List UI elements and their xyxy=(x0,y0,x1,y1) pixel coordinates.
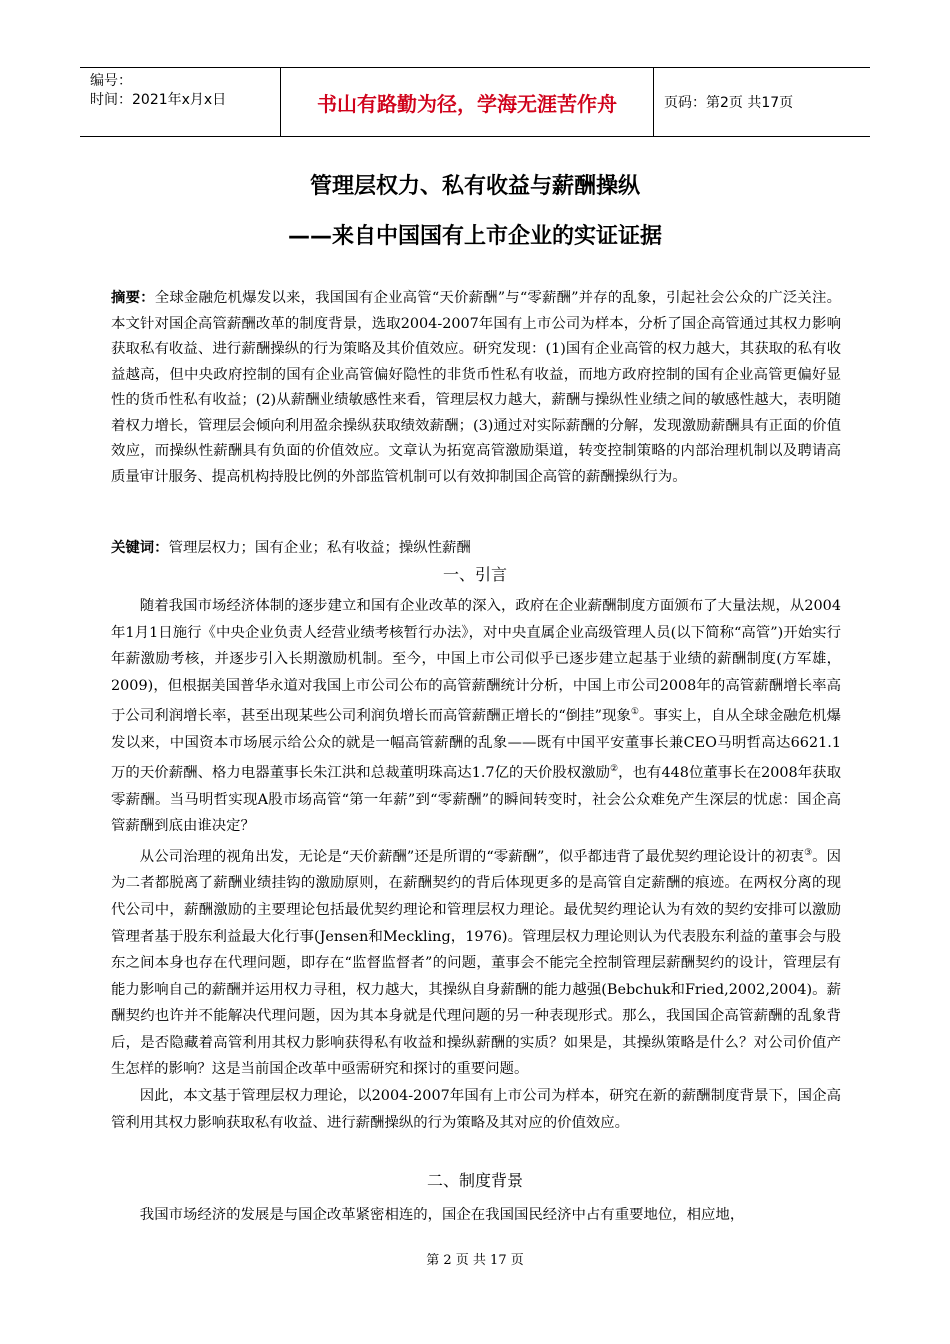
intro-paragraph xyxy=(111,593,841,840)
section-heading-intro: 一、引言 xyxy=(442,565,507,584)
header-meta xyxy=(80,68,280,136)
section-heading-background: 二、制度背景 xyxy=(426,1171,523,1190)
text-run: ，也有448位董事长在2008年获取零薪酬。当马明哲实现A股市场高管“第一年薪”到“零薪酬”的瞬间转变时，社会公众难免产生深层的忧虑：国企高管薪酬到底由谁决定？ xyxy=(111,765,841,835)
abstract xyxy=(111,286,841,490)
intro-paragraph xyxy=(111,840,841,1083)
footnote-ref: ③ xyxy=(804,847,813,858)
intro-paragraph: 因此，本文基于管理层权力理论，以2004-2007年国有上市公司为样本，研究在新的薪酬制度背景下，国企高管利用其权力影响获取私有收益、进行薪酬操纵的行为策略及其对应的价值效应。 xyxy=(111,1088,841,1131)
keywords xyxy=(111,536,841,557)
page-footer: 第 2 页 共 17 页 xyxy=(426,1253,524,1268)
background-section xyxy=(111,1202,841,1229)
abstract-text: 全球金融危机爆发以来，我国国有企业高管“天价薪酬”与“零薪酬”并存的乱象，引起社会公众的广泛关注。本文针对国企高管薪酬改革的制度背景，选取2004-2007年国有上市公司为样本，分析了国企高管通过其权力影响获取私有收益、进行薪酬操纵的行为策略及其价值效应。研究发现：(1)国有企业高管的权力越大，其获取的私有收益越高，但中央政府控制的国有企业高管偏好隐性的非货币性私有收益，而地方政府控制的国有企业高管更偏好显性的货币性私有收益；(2)从薪酬业绩敏感性来看，管理层权力越大，薪酬与操纵性业绩之间的敏感性越大，表明随着权力增长，管理层会倾向利用盈余操纵获取绩效薪酬；(3)通过对实际薪酬的分解，发现激励薪酬具有正面的价值效应，而操纵性薪酬具有负面的价值效应。文章认为拓宽高管激励渠道，转变控制策略的内部治理机制以及聘请高质量审计服务、提高机构持股比例的外部监管机制可以有效抑制国企高管的薪酬操纵行为。 xyxy=(111,290,841,485)
keywords-label: 关键词： xyxy=(111,540,169,556)
text-run: 随着我国市场经济体制的逐步建立和国有企业改革的深入，政府在企业薪酬制度方面颁布了大量法规，从2004年1月1日施行《中央企业负责人经营业绩考核暂行办法》，对中央直属企业高级管理人员(以下简称“高管”)开始实行年薪激励考核，并逐步引入长期激励机制。至今，中国上市公司似乎已逐步建立起基于业绩的薪酬制度(方军雄，2009)，但根据美国普华永道对我国上市公司公布的高管薪酬统计分析，中国上市公司2008年的高管薪酬增长率高于公司利润增长率，甚至出现某些公司利润负增长而高管薪酬正增长的“倒挂”现象 xyxy=(111,598,841,725)
keywords-text: 管理层权力；国有企业；私有收益；操纵性薪酬 xyxy=(168,540,471,556)
time-label: 时间：2021年x月x日 xyxy=(90,92,227,108)
intro-section xyxy=(111,593,841,1136)
document-title: 管理层权力、私有收益与薪酬操纵 xyxy=(309,174,640,199)
background-paragraph: 我国市场经济的发展是与国企改革紧密相连的，国企在我国国民经济中占有重要地位，相应地， xyxy=(139,1207,745,1223)
text-run: 从公司治理的视角出发，无论是“天价薪酬”还是所谓的“零薪酬”，似乎都违背了最优契约理论设计的初衷 xyxy=(139,848,805,865)
page-header xyxy=(80,67,870,137)
code-label: 编号： xyxy=(90,73,132,89)
text-run: 。事实上，自从全球金融危机爆发以来，中国资本市场展示给公众的就是一幅高管薪酬的乱象——既有中国平安董事长兼CEO马明哲高达6621.1万的天价薪酬、格力电器董事长朱江洪和总裁董明珠高达1.7亿的天价股权激励 xyxy=(111,708,841,782)
document-subtitle: ——来自中国国有上市企业的实证证据 xyxy=(287,224,662,249)
text-run: 。因为二者都脱离了薪酬业绩挂钩的激励原则，在薪酬契约的背后体现更多的是高管自定薪酬的痕迹。在两权分离的现代公司中，薪酬激励的主要理论包括最优契约理论和管理层权力理论。最优契约理论认为有效的契约安排可以激励管理者基于股东利益最大化行事(Jensen和Meckling，1976)。管理层权力理论则认为代表股东利益的董事会与股东之间本身也存在代理问题，即存在“监督监督者”的问题，董事会不能完全控制管理层薪酬契约的设计，管理层有能力影响自己的薪酬并运用权力寻租，权力越大，其操纵自身薪酬的能力越强(Bebchuk和Fried,2002,2004)。薪酬契约也许并不能解决代理问题，因为其本身就是代理问题的另一种表现形式。那么，我国国企高管薪酬的乱象背后，是否隐藏着高管利用其权力影响获得私有收益和操纵薪酬的实质？如果是，其操纵策略是什么？对公司价值产生怎样的影响？这是当前国企改革中亟需研究和探讨的重要问题。 xyxy=(111,848,841,1078)
header-motto: 书山有路勤为径，学海无涯苦作舟 xyxy=(280,68,654,136)
abstract-label: 摘要： xyxy=(111,290,155,306)
footnote-ref: ② xyxy=(610,764,619,775)
header-page-info: 页码：第2页 共17页 xyxy=(664,95,794,111)
footnote-ref: ① xyxy=(630,707,639,718)
